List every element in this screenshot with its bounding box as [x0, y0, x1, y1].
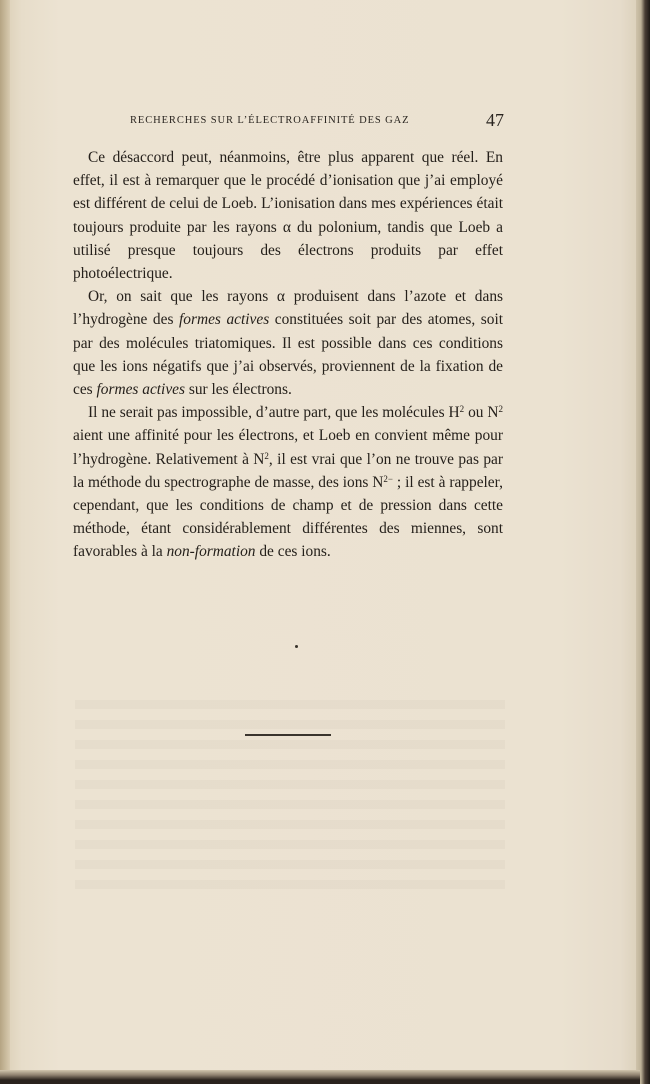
page-left-gutter: [0, 0, 10, 1078]
superscript: 2: [264, 450, 269, 461]
page-right-edge: [636, 0, 650, 1084]
text-run: aient une affinité pour les électrons, et Loeb en convient même pour l’hydrogène. Relativement à N: [73, 427, 503, 468]
text-run: Il ne serait pas impossible, d’autre part, que les molécules H: [88, 404, 460, 422]
text-run: sur les électrons.: [184, 381, 292, 399]
paragraph-1: [73, 146, 503, 285]
superscript: 2: [498, 404, 503, 415]
running-head: RECHERCHES SUR L’ÉLECTROAFFINITÉ DES GAZ: [130, 115, 410, 126]
text-run: Or, on sait que les rayons α produisent dans l’azote et dans l’hydrogène des: [73, 288, 503, 329]
page-bottom-edge: [0, 1070, 640, 1084]
superscript: 2−: [383, 473, 393, 484]
page-header: [130, 112, 504, 136]
page-number: 47: [486, 110, 504, 130]
body-text: [73, 146, 503, 564]
stray-dot-mark: [295, 645, 298, 648]
italic-phrase: formes actives: [179, 311, 270, 329]
text-run: , il est vrai que l’on ne trouve pas par la méthode du spectrographe de masse, des ions N: [73, 450, 503, 491]
show-through-text: [75, 700, 505, 900]
text-run: Ce désaccord peut, néanmoins, être plus apparent que réel. En effet, il est à remarquer que le procédé d’ionisation que j’ai employé est différent de celui de Loeb. L’ionisation dans mes expériences était toujours produite par les rayons α du polonium, tandis que Loeb a utilisé presque toujours des électrons produits par effet photoélectrique.: [73, 149, 503, 283]
paragraph-3: [73, 401, 503, 563]
superscript: 2: [459, 404, 465, 415]
text-run: de ces ions.: [255, 543, 331, 561]
text-run: ; il est à rappeler, cependant, que les conditions de champ et de pression dans cette méthode, étant considérablement différentes des miennes, sont favorables à la: [73, 473, 503, 561]
text-run: ou N: [464, 404, 499, 422]
italic-phrase: formes actives: [96, 381, 185, 399]
paragraph-2: [73, 285, 503, 401]
italic-phrase: non-formation: [166, 543, 256, 561]
text-run: constituées soit par des atomes, soit par des molécules triatomiques. Il est possible dans ces conditions que les ions négatifs que j’ai observés, proviennent de la fixation de ces: [73, 311, 503, 399]
end-rule: [245, 734, 331, 736]
